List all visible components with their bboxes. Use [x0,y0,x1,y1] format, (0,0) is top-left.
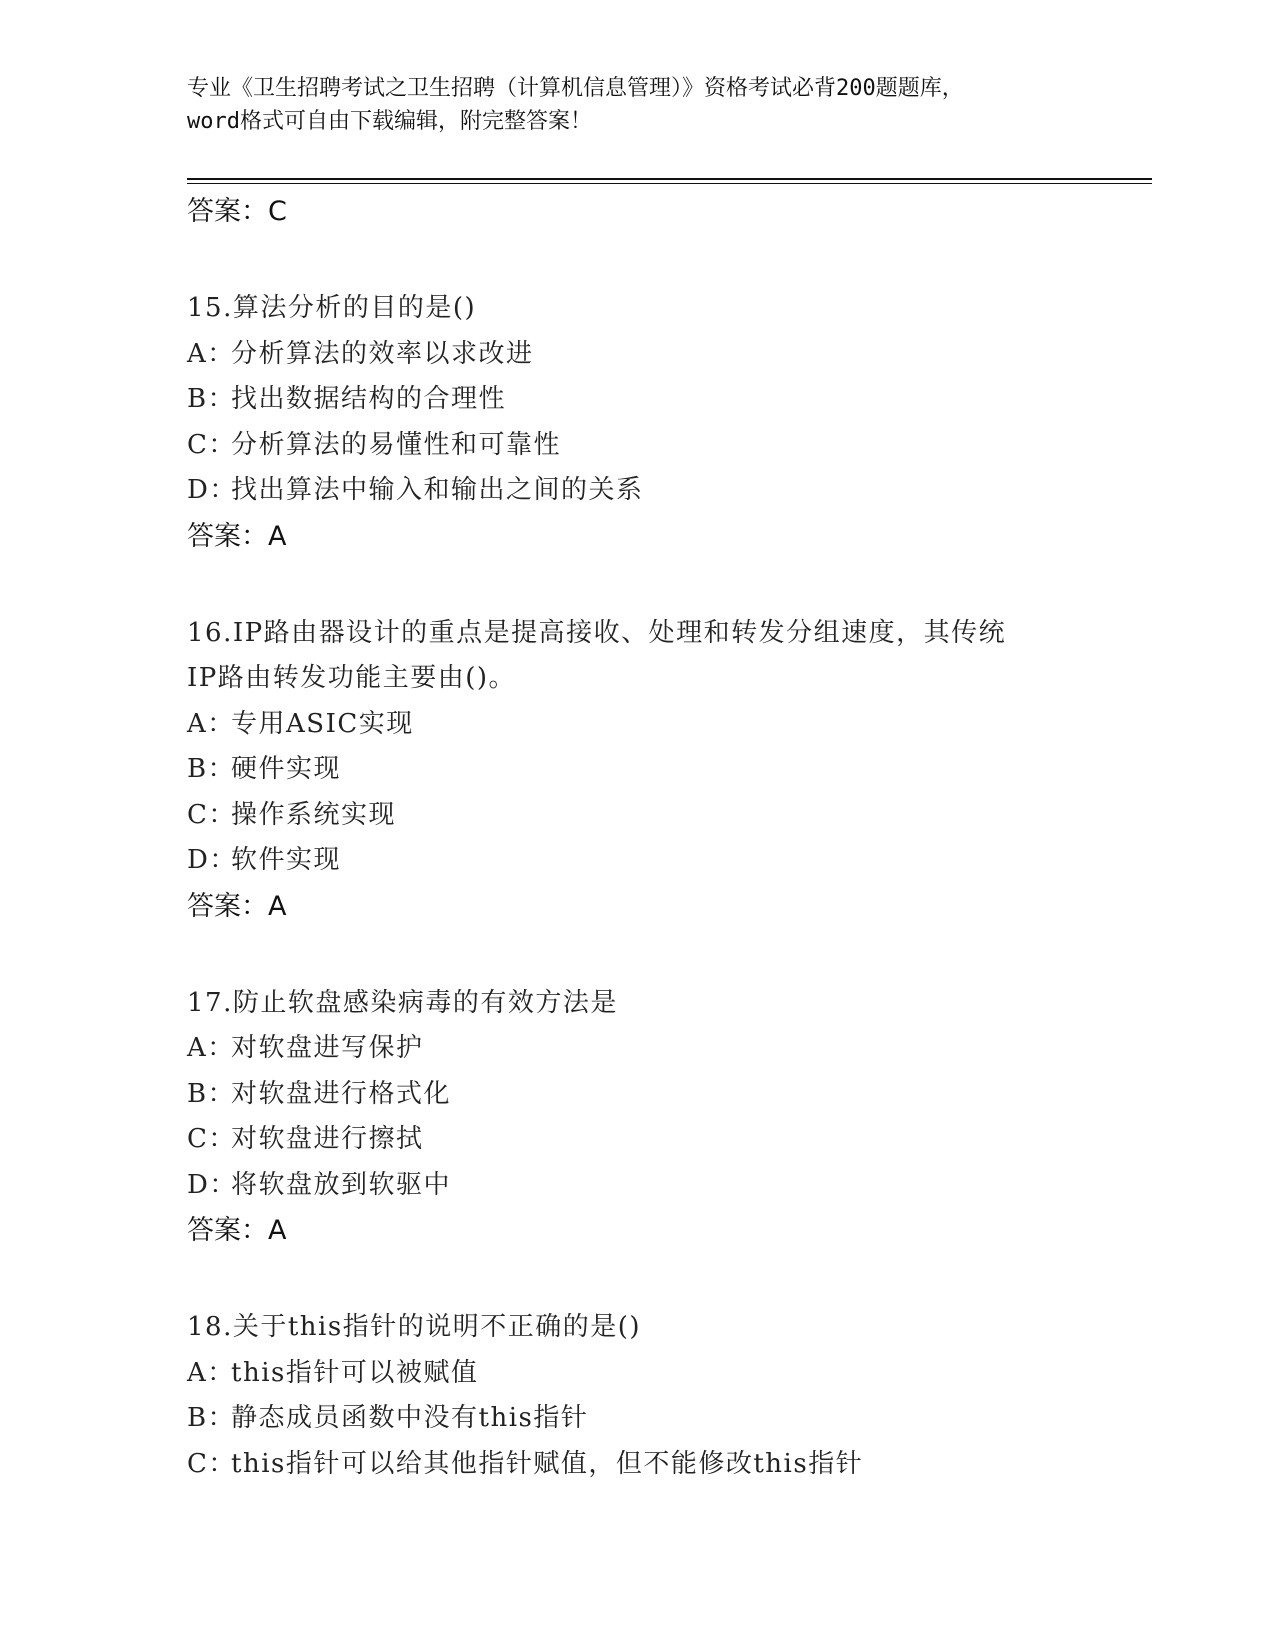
option-b [187,377,1087,423]
option-b [187,1396,1087,1442]
question-stem: 18.关于this指针的说明不正确的是() [187,1312,641,1342]
option-text: 操作系统实现 [231,799,397,830]
option-text: 对软盘进行格式化 [231,1078,452,1109]
question-17 [187,981,1087,1254]
option-text: this指针可以给其他指针赋值，但不能修改this指针 [231,1448,864,1479]
option-text: 对软盘进行擦拭 [231,1124,424,1154]
answer-line: 答案：A [187,1215,287,1246]
option-c [187,1117,1087,1163]
question-18 [187,1305,1087,1487]
option-key: A： [187,1357,235,1388]
option-key: C： [187,799,236,830]
option-a [187,1026,1087,1072]
option-a [187,1351,1087,1397]
option-key: B： [187,1078,236,1109]
document-header [187,72,1107,138]
option-key: B： [187,754,236,784]
option-text: 硬件实现 [231,754,342,784]
question-stem: 16.IP路由器设计的重点是提高接收、处理和转发分组速度，其传统 [187,617,1007,648]
question-list [187,187,1087,1487]
option-text: 找出数据结构的合理性 [231,384,507,414]
question-stem: 15.算法分析的目的是() [187,293,477,323]
header-line-2: word格式可自由下载编辑，附完整答案！ [187,109,592,134]
answer-line: 答案：A [187,890,287,922]
previous-answer: 答案：C [187,196,287,227]
question-16 [187,611,1087,929]
option-text: 找出算法中输入和输出之间的关系 [231,475,644,505]
option-key: B： [187,384,236,414]
option-key: B： [187,1403,236,1433]
option-key: A： [187,1033,235,1063]
header-line-1: 专业《卫生招聘考试之卫生招聘（计算机信息管理）》资格考试必背200题题库， [187,76,964,101]
header-divider-thick [187,178,1152,180]
option-key: A： [187,338,235,369]
question-stem: 17.防止软盘感染病毒的有效方法是 [187,987,618,1018]
option-key: A： [187,708,235,739]
option-text: 对软盘进写保护 [231,1033,424,1063]
question-15 [187,286,1087,559]
option-d [187,468,1087,514]
option-text: this指针可以被赋值 [231,1357,479,1388]
option-text: 专用ASIC实现 [231,708,414,739]
option-text: 静态成员函数中没有this指针 [231,1403,589,1433]
option-b [187,1072,1087,1118]
option-b [187,747,1087,793]
option-d [187,1163,1087,1209]
option-text: 将软盘放到软驱中 [231,1169,452,1200]
option-c [187,1442,1087,1488]
option-key: C： [187,1448,236,1479]
option-text: 分析算法的易懂性和可靠性 [231,429,562,460]
answer-line: 答案：A [187,520,287,552]
option-text: 软件实现 [231,845,342,875]
option-key: D： [187,1169,237,1200]
option-key: D： [187,475,237,505]
question-stem-continued: IP路由转发功能主要由()。 [187,663,517,693]
header-divider-thin [187,183,1152,184]
option-d [187,838,1087,884]
option-a [187,332,1087,378]
option-c [187,793,1087,839]
option-a [187,702,1087,748]
option-key: C： [187,429,236,460]
option-key: D： [187,845,237,875]
option-text: 分析算法的效率以求改进 [231,338,534,369]
option-key: C： [187,1124,236,1154]
option-c [187,423,1087,469]
